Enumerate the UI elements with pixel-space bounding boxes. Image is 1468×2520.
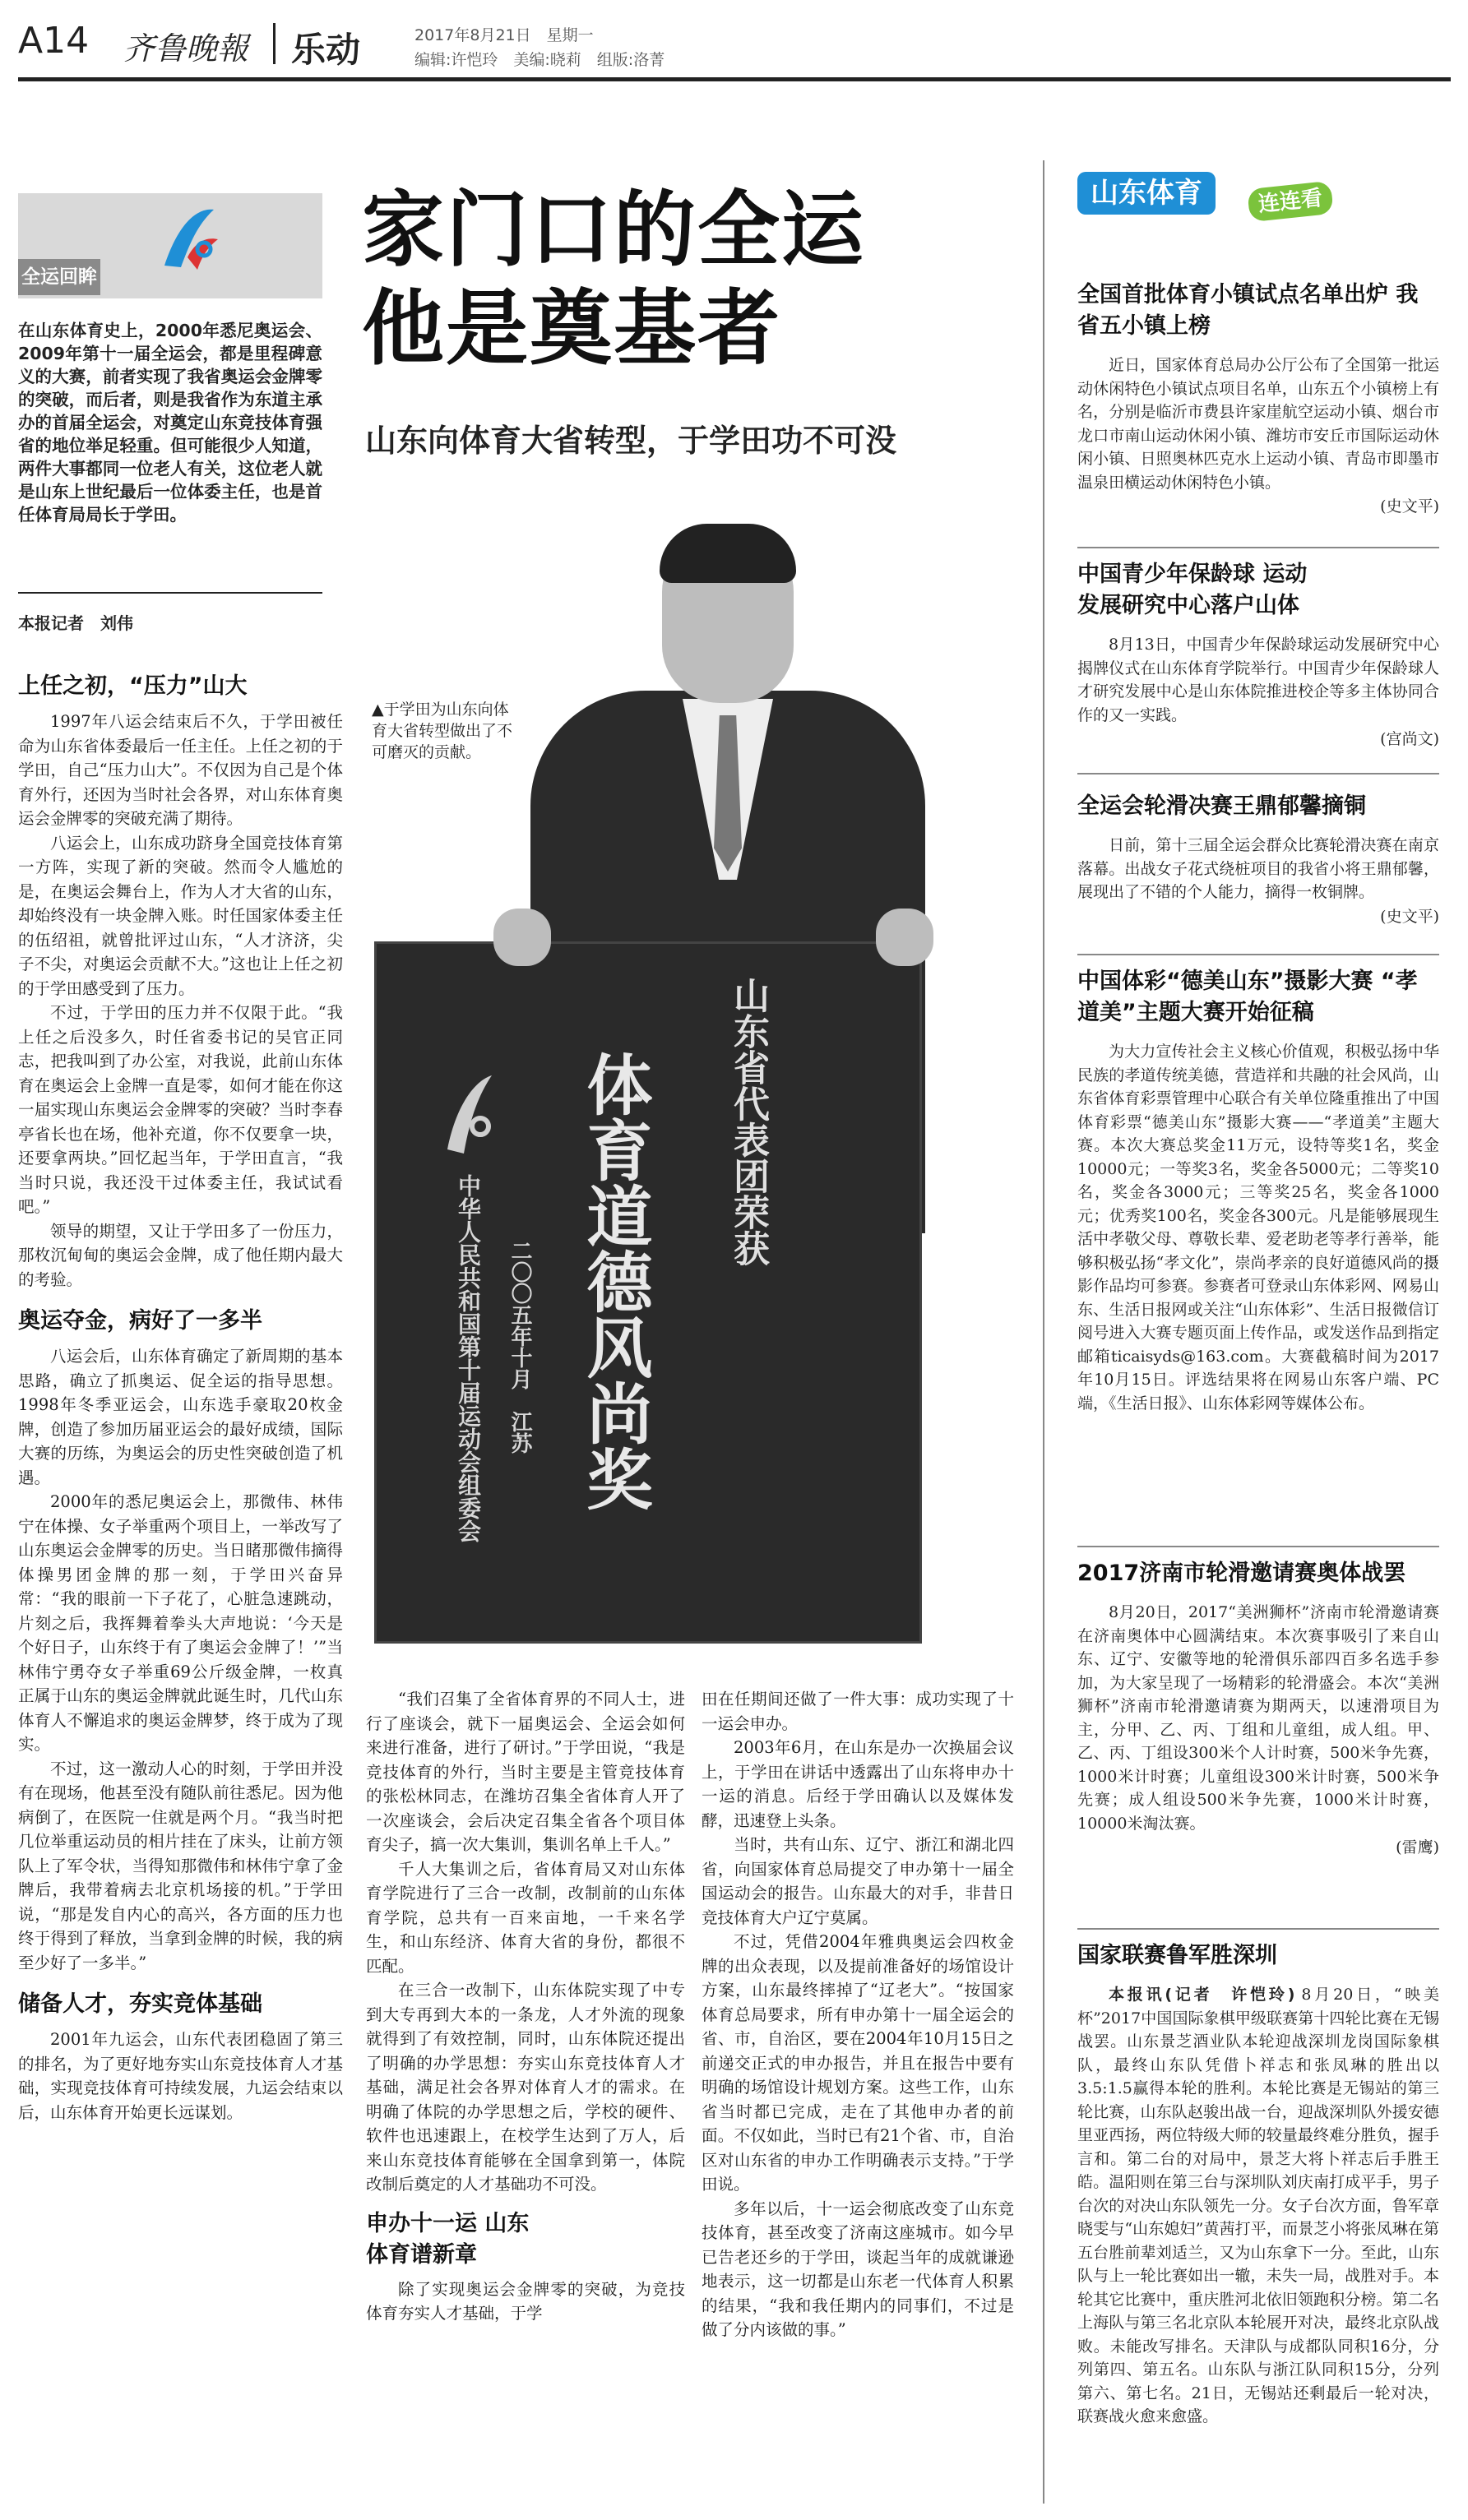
person-hair bbox=[660, 524, 796, 583]
news-body: 8月13日，中国青少年保龄球运动发展研究中心揭牌仪式在山东体育学院举行。中国青少年保龄球人才研究发展中心是山东体院推进校企等多主体协同合作的又一实践。 bbox=[1077, 636, 1439, 724]
news-item bbox=[1077, 1940, 1439, 2429]
banner-award: 体育道德风尚奖 bbox=[576, 1051, 652, 1511]
paragraph: 多年以后，十一运会彻底改变了山东竞技体育，甚至改变了济南这座城市。如今早已告老还乡的于学田，谈起当年的成就谦逊地表示，这一切都是山东老一代体育人积累的结果，“我和我任期内的同事们，不过是做了分内该做的事。” bbox=[702, 2199, 1014, 2339]
news-lead: 本报讯(记者 许恺玲) bbox=[1109, 1986, 1295, 2004]
page-number: A14 bbox=[18, 20, 90, 62]
section-body-6 bbox=[702, 1687, 1014, 2342]
person-hand-left bbox=[493, 909, 551, 966]
news-item bbox=[1077, 1558, 1439, 1857]
paragraph: 1997年八运会结束后不久，于学田被任命为山东省体委最后一任主任。上任之初的于学田，自己“压力山大”。不仅因为自己是个体育外行，还因为当时社会各界，对山东体育奥运会金牌零的突破充满了期待。 bbox=[18, 712, 343, 828]
news-item bbox=[1077, 280, 1439, 516]
section-heading-2: 奥运夺金，病好了一多半 bbox=[18, 1308, 262, 1334]
paragraph: 除了实现奥运会金牌零的突破，为竞技体育夯实人才基础，于学 bbox=[366, 2279, 685, 2323]
section-heading-5: 申办十一运 山东体育谱新章 bbox=[366, 2210, 530, 2268]
article-col-3 bbox=[702, 1687, 1014, 2342]
recap-label: 全运回眸 bbox=[18, 259, 100, 295]
banner-emblem-icon bbox=[441, 1067, 498, 1158]
section-body-3 bbox=[18, 2028, 343, 2125]
news-title: 全国首批体育小镇试点名单出炉 我省五小镇上榜 bbox=[1077, 282, 1419, 339]
masthead bbox=[18, 15, 1457, 74]
paragraph: 不过，于学田的压力并不仅限于此。“我上任之后没多久，时任省委书记的吴官正同志，把我叫到了办公室，对我说，此前山东体育在奥运会上金牌一直是零，如何才能在你这一届实现山东奥运会金牌零的突破？当时李春亭省长也在场，他补充道，你不仅要拿一块，还要拿两块。”回忆起当年，于学田直言，“我当时只说，我还没干过体委主任，我试试看吧。” bbox=[18, 1003, 343, 1216]
games-emblem-icon bbox=[156, 200, 222, 274]
news-body-text: 8月20日，“映美杯”2017中国国际象棋甲级联赛第十四轮比赛在无锡战罢。山东景芝酒业队本轮迎战深圳龙岗国际象棋队，最终山东队凭借卜祥志和张凤琳的胜出以3.5:1.5赢得本轮的胜利。本轮比赛是无锡站的第三轮比赛，山东队赵骏出战一台，迎战深圳队外援安德里亚西扬，两位特级大师的较量最终难分胜负，握手言和。第二台的对局中，景芝大将卜祥志后手胜王皓。温阳则在第三台与深圳队刘庆南打成平手，男子台次的对决山东队领先一分。女子台次方面，鲁军章晓雯与“山东媳妇”黄茜打平，而景芝小将张凤琳在第五台胜前辈刘适兰，又为山东拿下一分。至此，山东队与上一轮比赛如出一辙，未失一局，战胜对手。本轮其它比赛中，重庆胜河北依旧领跑积分榜。第二名上海队与第三名北京队本轮展开对决，最终北京队战败。未能改写排名。天津队与成都队同积16分，分列第四、第五名。山东队与浙江队同积15分，分列第六、第七名。21日，无锡站还剩最后一轮对决，联赛战火愈来愈盛。 bbox=[1077, 1986, 1440, 2425]
news-title: 中国体彩“德美山东”摄影大赛 “孝道美”主题大赛开始征稿 bbox=[1077, 969, 1418, 1025]
banner-date: 二〇〇五年十月 江苏 bbox=[507, 1240, 532, 1454]
news-divider bbox=[1077, 773, 1439, 774]
section-body-5 bbox=[366, 2277, 685, 2326]
news-divider bbox=[1077, 1928, 1439, 1930]
paragraph: 在三合一改制下，山东体院实现了中专到大专再到大本的一条龙，人才外流的现象就得到了有效控制，同时，山东体院还提出了明确的办学思想：夯实山东竞技体育人才基础，满足社会各界对体育人才的需求。在明确了体院的办学思想之后，学校的硬件、软件也迅速跟上，在校学生达到了万人，后来山东竞技体育能够在全国拿到第一，体院改制后奠定的人才基础功不可没。 bbox=[366, 1981, 685, 2194]
article-col-2 bbox=[366, 1687, 685, 2326]
paragraph: “我们召集了全省体育界的不同人士，进行了座谈会，就下一届奥运会、全运会如何来进行准备，进行了研讨。”于学田说，“我是竞技体育的外行，当时主要是主管竞技体育的张松林同志，在潍坊召集全省体育人开了一次座谈会，会后决定召集全省各个项目体育尖子，搞一次大集训，集训名单上千人。” bbox=[366, 1690, 685, 1854]
paragraph: 2000年的悉尼奥运会上，那微伟、林伟宁在体操、女子举重两个项目上，一举改写了山东奥运会金牌零的历史。当日睹那微伟摘得体操男团金牌的那一刻，于学田兴奋异常：“我的眼前一下子花了，心脏急速跳动，片刻之后，我挥舞着拳头大声地说：‘今天是个好日子，山东终于有了奥运会金牌了！’”当林伟宁勇夺女子举重69公斤级金牌，一枚真正属于山东的奥运金牌就此诞生时，几代山东体育人不懈追求的奥运金牌梦，终于成为了现实。 bbox=[18, 1492, 343, 1754]
paper-name: 齐鲁晚報 bbox=[123, 30, 249, 67]
headline-line2: 他是奠基者 bbox=[362, 280, 781, 377]
paragraph: 不过，这一激动人心的时刻，于学田并没有在现场，他甚至没有随队前往悉尼。因为他病倒了，在医院一住就是两个月。“我当时把几位举重运动员的相片挂在了床头，让前方领队上了军令状，当得知那微伟和林伟宁拿了金牌后，我带着病去北京机场接的机。”于学田说，“那是发自内心的高兴，各方面的压力也终于得到了释放，当拿到金牌的时候，我的病至少好了一多半。” bbox=[18, 1759, 343, 1972]
recap-rule bbox=[18, 592, 322, 594]
headline-line1: 家门口的全运 bbox=[362, 182, 865, 278]
section-heading-1: 上任之初，“压力”山大 bbox=[18, 673, 248, 699]
news-body: 日前，第十三届全运会群众比赛轮滑决赛在南京落幕。出战女子花式绕桩项目的我省小将王鼎郁馨，展现出了不错的个人能力，摘得一枚铜牌。 bbox=[1077, 836, 1439, 901]
news-divider bbox=[1077, 547, 1439, 548]
news-title: 全运会轮滑决赛王鼎郁馨摘铜 bbox=[1077, 793, 1366, 819]
news-item bbox=[1077, 559, 1439, 749]
sidebar-logo bbox=[1077, 169, 1357, 221]
reporter-byline: 本报记者 刘伟 bbox=[18, 613, 133, 633]
news-source: (宫尚文) bbox=[1380, 730, 1439, 748]
paragraph: 不过，凭借2004年雅典奥运会四枚金牌的出众表现，以及提前准备好的场馆设计方案，山东最终摔掉了“辽老大”。“按国家体育总局要求，所有申办第十一届全运会的省、市，自治区，要在2004年10月15日之前递交正式的申办报告，并且在报告中要有明确的场馆设计规划方案。这些工作，山东省当时都已完成，走在了其他申办者的前面。不仅如此，当时已有21个省、市，自治区对山东省的申办工作明确表示支持。”于学田说。 bbox=[702, 1932, 1014, 2194]
news-item bbox=[1077, 791, 1439, 927]
paragraph: 领导的期望，又让于学田多了一份压力，那枚沉甸甸的奥运会金牌，成了他任期内最大的考验。 bbox=[18, 1221, 343, 1289]
news-source: (史文平) bbox=[1380, 497, 1439, 516]
news-item bbox=[1077, 966, 1439, 1415]
recap-logo bbox=[18, 193, 322, 298]
news-title: 2017济南市轮滑邀请赛奥体战罢 bbox=[1077, 1561, 1406, 1586]
news-body: 为大力宣传社会主义核心价值观，积极弘扬中华民族的孝道传统美德，营造祥和共融的社会风尚，山东省体育彩票管理中心联合有关单位隆重推出了中国体育彩票“德美山东”摄影大赛——“孝道美”主题大赛。本次大赛总奖金11万元，设特等奖1名，奖金10000元；一等奖3名，奖金各5000元；二等奖10名，奖金各3000元；三等奖25名，奖金各1000元；优秀奖100名，奖金各300元。凡是能够展现生活中孝敬父母、尊敬长辈、爱老助老等孝行善举，能够积极弘扬“孝文化”，崇尚孝亲的良好道德风尚的摄影作品均可参赛。参赛者可登录山东体彩网、网易山东、生活日报网或关注“山东体彩”、生活日报微信订阅号进入大赛专题页面上传作品，或发送作品到指定邮箱ticaisyds@163.com。大赛截稿时间为2017年10月15日。评选结果将在网易山东客户端、PC端，《生活日报》、山东体彩网等媒体公布。 bbox=[1077, 1043, 1439, 1413]
person-hand-right bbox=[876, 909, 933, 966]
paragraph: 千人大集训之后，省体育局又对山东体育学院进行了三合一改制，改制前的山东体育学院，总共有一百来亩地，一千来名学生，和山东经济、体育大省的身份，都很不匹配。 bbox=[366, 1859, 685, 1976]
news-body: 8月20日，2017“美洲狮杯”济南市轮滑邀请赛在济南奥体中心圆满结束。本次赛事吸引了来自山东、辽宁、安徽等地的轮滑俱乐部四百多名选手参加，为大家呈现了一场精彩的轮滑盛会。本次“美洲狮杯”济南市轮滑邀请赛为期两天，以速滑项目为主，分甲、乙、丙、丁组和儿童组，成人组。甲、乙、丙、丁组设300米个人计时赛，500米争先赛，1000米计时赛；儿童组设300米计时赛，500米争先赛；成人组设500米争先赛，1000米计时赛，10000米淘汰赛。 bbox=[1077, 1603, 1439, 1833]
date-line: 2017年8月21日 星期一 bbox=[414, 26, 594, 44]
sidebar-logo-tag: 连连看 bbox=[1247, 181, 1334, 222]
news-title: 中国青少年保龄球 运动发展研究中心落户山体 bbox=[1077, 562, 1308, 618]
paragraph: 2001年九运会，山东代表团稳固了第三的排名，为了更好地夯实山东竞技体育人才基础，实现竞技体育可持续发展，九运会结束以后，山东体育开始更长远谋划。 bbox=[18, 2030, 343, 2122]
sidebar-logo-main: 山东体育 bbox=[1077, 172, 1216, 215]
section-body-2 bbox=[18, 1344, 343, 1975]
news-divider bbox=[1077, 954, 1439, 955]
paragraph: 2003年6月，在山东是办一次换届会议上，于学田在讲话中透露出了山东将申办十一运的消息。后经于学田确认以及媒体发酵，迅速登上头条。 bbox=[702, 1738, 1014, 1830]
main-photo bbox=[370, 481, 1024, 1648]
headline-subtitle: 山东向体育大省转型，于学田功不可没 bbox=[365, 423, 897, 459]
article-col-1 bbox=[18, 670, 343, 2125]
section-name: 乐动 bbox=[291, 30, 361, 70]
banner-top: 山东省代表团荣获 bbox=[727, 977, 769, 1266]
award-banner bbox=[374, 941, 922, 1644]
news-body: 近日，国家体育总局办公厅公布了全国第一批运动休闲特色小镇试点项目名单，山东五个小镇榜上有名，分别是临沂市费县许家崖航空运动小镇、烟台市龙口市南山运动休闲小镇、潍坊市安丘市国际运动休闲小镇、日照奥林匹克水上运动小镇、青岛市即墨市温泉田横运动休闲特色小镇。 bbox=[1077, 356, 1439, 492]
paragraph: 八运会后，山东体育确定了新周期的基本思路，确立了抓奥运、促全运的指导思想。1998年冬季亚运会，山东选手豪取20枚金牌，创造了参加历届亚运会的最好成绩，国际大赛的历练，为奥运会的历史性突破创造了机遇。 bbox=[18, 1347, 343, 1487]
paragraph: 当时，共有山东、辽宁、浙江和湖北四省，向国家体育总局提交了申办第十一届全国运动会的报告。山东最大的对手，非昔日竞技体育大户辽宁莫属。 bbox=[702, 1835, 1014, 1927]
news-body bbox=[1077, 1983, 1439, 2429]
staff-line: 编辑:许恺玲 美编:晓莉 组版:洛菁 bbox=[414, 51, 665, 69]
paragraph: 八运会上，山东成功跻身全国竞技体育第一方阵，实现了新的突破。然而令人尴尬的是，在奥运会舞台上，作为人才大省的山东，却始终没有一块金牌入账。时任国家体委主任的伍绍祖，就曾批评过山东，“人才济济，尖子不尖，对奥运会贡献不大。”这也让上任之初的于学田感受到了压力。 bbox=[18, 833, 343, 998]
column-divider bbox=[1043, 160, 1044, 2504]
news-source: (史文平) bbox=[1380, 907, 1439, 926]
paragraph: 田在任期间还做了一件大事：成功实现了十一运会申办。 bbox=[702, 1690, 1014, 1733]
section-body-4 bbox=[366, 1687, 685, 2197]
news-divider bbox=[1077, 1546, 1439, 1547]
masthead-divider bbox=[273, 23, 276, 64]
banner-games: 中华人民共和国第十届运动会组委会 bbox=[455, 1174, 482, 1542]
section-heading-3: 储备人才，夯实竞体基础 bbox=[18, 1991, 262, 2017]
masthead-rule bbox=[18, 77, 1451, 81]
news-title: 国家联赛鲁军胜深圳 bbox=[1077, 1943, 1277, 1968]
recap-intro: 在山东体育史上，2000年悉尼奥运会、2009年第十一届全运会，都是里程碑意义的大赛，前者实现了我省奥运会金牌零的突破，而后者，则是我省作为东道主承办的首届全运会，对奠定山东竞技体育强省的地位举足轻重。但可能很少人知道，两件大事都同一位老人有关，这位老人就是山东上世纪最后一位体委主任，也是首任体育局局长于学田。 bbox=[18, 321, 322, 525]
section-body-1 bbox=[18, 710, 343, 1292]
photo-caption: ▲于学田为山东向体育大省转型做出了不可磨灭的贡献。 bbox=[372, 697, 513, 765]
news-source: (雷鹰) bbox=[1396, 1838, 1439, 1856]
